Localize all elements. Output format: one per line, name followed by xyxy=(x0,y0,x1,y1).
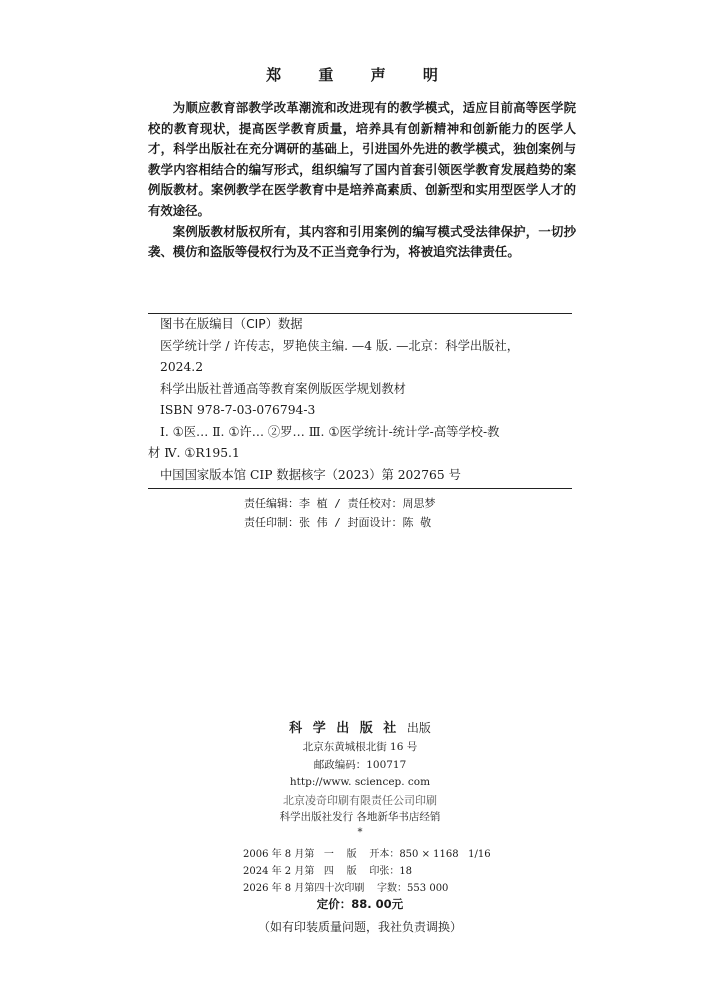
separator-mark: * xyxy=(357,827,363,838)
editor-credits xyxy=(244,494,436,532)
publisher-postcode: 邮政编码：100717 xyxy=(313,758,407,771)
cip-series: 科学出版社普通高等教育案例版医学规划教材 xyxy=(160,381,406,396)
quality-note: （如有印装质量问题，我社负责调换） xyxy=(257,920,462,934)
page-title: 郑 重 声 明 xyxy=(266,66,454,84)
publisher-logo xyxy=(0,718,720,739)
edition-line: 2024 年 2 月第 四 版 印张：18 xyxy=(243,866,413,877)
cip-data-block xyxy=(148,313,572,489)
cip-classification-cont: 材 Ⅳ. ①R195.1 xyxy=(148,446,240,460)
statement-paragraph: 案例版教材版权所有，其内容和引用案例的编写模式受法律保护，一切抄袭、模仿和盗版等侵权行为及不正当竞争行为，将被追究法律责任。 xyxy=(148,223,576,260)
edition-details xyxy=(243,846,491,897)
publisher-name: 科 学 出 版 社 xyxy=(289,721,400,736)
cip-isbn: ISBN 978-7-03-076794-3 xyxy=(160,403,316,417)
cip-record-number: 中国国家版本馆 CIP 数据核字（2023）第 202765 号 xyxy=(160,467,461,482)
editor-credit-line: 责任印制：张 伟 / 封面设计：陈 敬 xyxy=(244,516,432,529)
printer-name: 北京凌奇印刷有限责任公司印刷 xyxy=(283,793,437,807)
publisher-website: http://www. sciencep. com xyxy=(289,776,431,788)
cip-book-year: 2024.2 xyxy=(160,360,204,374)
publisher-address: 北京东黄城根北街 16 号 xyxy=(302,741,418,753)
cip-bottom-rule xyxy=(148,488,572,489)
statement-paragraph: 为顺应教育部教学改革潮流和改进现有的教学模式，适应目前高等医学院校的教育现状，提高医学教育质量，培养具有创新精神和创新能力的医学人才，科学出版社在充分调研的基础上，引进国外先进的教学模式，独创案例与教学内容相结合的编写形式，组织编写了国内首套引领医学教育发展趋势的案例版教材。案例教学在医学教育中是培养高素质、创新型和实用型医学人才的有效途径。 xyxy=(148,100,576,218)
publisher-suffix: 出版 xyxy=(406,721,431,735)
publisher-block xyxy=(0,718,720,840)
cip-heading: 图书在版编目（CIP）数据 xyxy=(160,317,303,331)
edition-line: 2006 年 8 月第 一 版 开本：850 × 1168 1/16 xyxy=(243,849,491,860)
editor-credit-line: 责任编辑：李 植 / 责任校对：周思梦 xyxy=(244,497,436,510)
legal-statement xyxy=(148,98,576,263)
cip-classification: Ⅰ. ①医… Ⅱ. ①许… ②罗… Ⅲ. ①医学统计-统计学-高等学校-教 xyxy=(160,424,500,439)
price: 定价：88. 00元 xyxy=(316,897,404,911)
edition-line: 2026 年 8 月第四十次印刷 字数：553 000 xyxy=(243,883,449,894)
distribution-info: 科学出版社发行 各地新华书店经销 xyxy=(279,810,441,823)
cip-book-info: 医学统计学 / 许传志，罗艳侠主编. —4 版. —北京：科学出版社， xyxy=(160,338,520,353)
